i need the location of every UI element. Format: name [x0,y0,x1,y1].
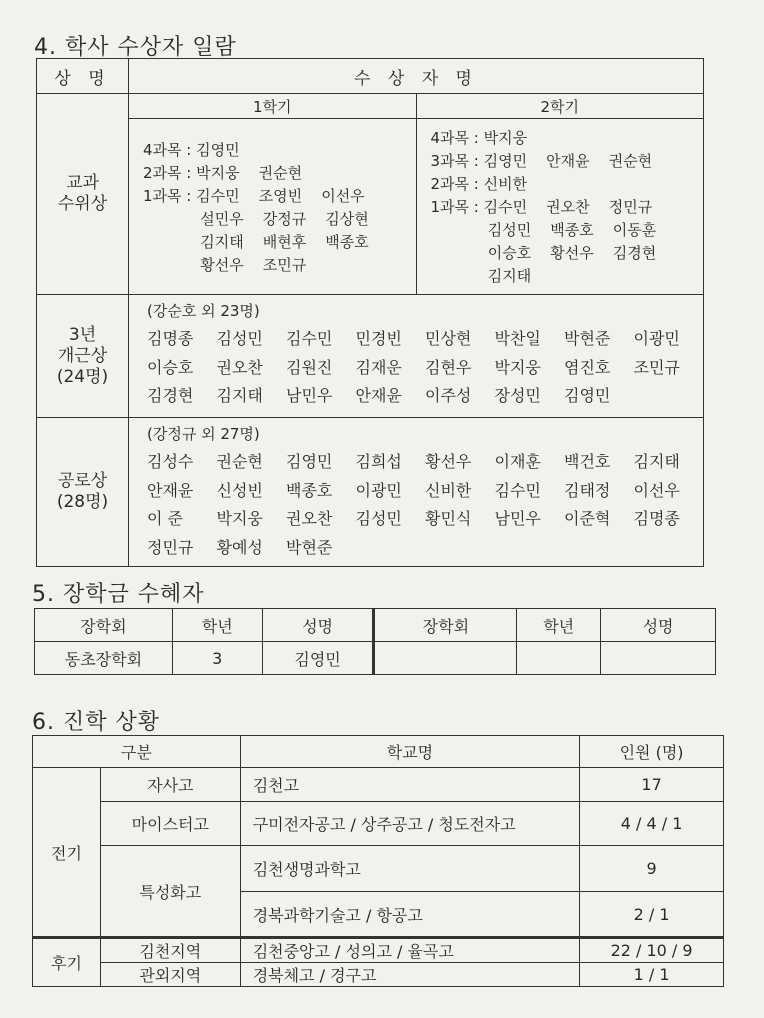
section-6-title: 6. 진학 상황 [32,710,160,735]
section-5-title: 5. 장학금 수혜자 [32,582,205,607]
early-label: 전기 [33,768,101,938]
subject-award-sem1: 4과목 : 김영민 2과목 : 박지웅 권순현 1과목 : 김수민 조영빈 이선우 설민우 강정규 김상현 김지태 배현후 백종호 황선우 조민규 [129,119,417,295]
recipients-header: 수 상 자 명 [129,59,704,94]
header-scholarship: 장학회 [374,609,517,642]
service-name-row: 안재윤 신성빈 백종호 이광민 신비한 김수민 김태정 이선우 [147,480,680,500]
advancement-table [32,735,724,987]
school-cell: 김천중앙고 / 성의고 / 율곡고 [240,938,579,963]
grade-cell: 3 [172,642,262,675]
count-cell: 9 [580,846,724,892]
header-count: 인원 (명) [580,736,724,768]
scholarship-header-row [35,609,716,642]
grade-cell [517,642,601,675]
school-cell: 경북과학기술고 / 항공고 [240,892,579,938]
count-cell: 1 / 1 [580,963,724,987]
scholarship-cell [374,642,517,675]
count-cell: 22 / 10 / 9 [580,938,724,963]
school-cell: 경북체고 / 경구고 [240,963,579,987]
scholarship-cell: 동초장학회 [35,642,173,675]
count-cell: 4 / 4 / 1 [580,802,724,846]
table-row [33,846,724,892]
attendance-award-names: (강순호 외 23명) 김명종 김성민 김수민 민경빈 민상현 박찬일 박현준 이광민 이승호 권오찬 김원진 김재운 김현우 박지웅 염진호 조민규 김경현 김지태 남민우 안재윤 이주성 장성민 김영민 [129,295,704,418]
subject-award-sem2: 4과목 : 박지웅 3과목 : 김영민 안재윤 권순현 2과목 : 신비한 1과목 : 김수민 권오찬 정민규 김성민 백종호 이동훈 이승호 황선우 김경현 김지태 [416,119,704,295]
school-cell: 김천생명과학고 [240,846,579,892]
scholarship-table [34,608,716,675]
header-name: 성명 [262,609,374,642]
attendance-name-row: 이승호 권오찬 김원진 김재운 김현우 박지웅 염진호 조민규 [147,357,680,377]
attendance-award-row [37,295,704,418]
school-type-cell: 특성화고 [100,846,240,938]
table-row [33,938,724,963]
attendance-name-row: 김명종 김성민 김수민 민경빈 민상현 박찬일 박현준 이광민 [147,329,680,348]
semester-row [37,94,704,119]
count-cell: 17 [580,768,724,802]
count-cell: 2 / 1 [580,892,724,938]
late-label: 후기 [33,938,101,987]
awards-table [36,58,704,567]
header-category: 구분 [33,736,241,768]
school-cell: 구미전자공고 / 상주공고 / 청도전자고 [240,802,579,846]
header-grade: 학년 [517,609,601,642]
header-name: 성명 [601,609,716,642]
name-cell [601,642,716,675]
semester-2-header: 2학기 [416,94,704,119]
school-cell: 김천고 [240,768,579,802]
table-row [35,642,716,675]
school-type-cell: 관외지역 [100,963,240,987]
advancement-header-row [33,736,724,768]
attendance-name-row: 김경현 김지태 남민우 안재윤 이주성 장성민 김영민 [147,386,611,405]
header-grade: 학년 [172,609,262,642]
service-name-row: 정민규 황예성 박현준 [147,537,333,557]
table-row [33,963,724,987]
service-award-label: 공로상 (28명) [37,418,129,567]
service-award-names: (강정규 외 27명) 김성수 권순현 김영민 김희섭 황선우 이재훈 백건호 김지태 안재윤 신성빈 백종호 이광민 신비한 김수민 김태정 이선우 이 준 박지웅 권오찬 김성민 황민식 남민우 이준혁 김명종 정민규 황예성 박현준 [129,418,704,567]
award-name-header: 상 명 [37,59,129,94]
school-type-cell: 자사고 [100,768,240,802]
name-cell: 김영민 [262,642,374,675]
attendance-award-label: 3년 개근상 (24명) [37,295,129,418]
semester-1-header: 1학기 [129,94,417,119]
section-4-title: 4. 학사 수상자 일람 [34,35,237,60]
subject-award-label: 교과 수위상 [37,94,129,295]
service-award-row [37,418,704,567]
subject-award-row [37,119,704,295]
school-type-cell: 마이스터고 [100,802,240,846]
header-scholarship: 장학회 [35,609,173,642]
awards-header-row [37,59,704,94]
service-name-row: 김성수 권순현 김영민 김희섭 황선우 이재훈 백건호 김지태 [147,452,680,471]
service-name-row: 이 준 박지웅 권오찬 김성민 황민식 남민우 이준혁 김명종 [147,509,680,528]
school-type-cell: 김천지역 [100,938,240,963]
header-school: 학교명 [240,736,579,768]
table-row [33,768,724,802]
table-row [33,802,724,846]
